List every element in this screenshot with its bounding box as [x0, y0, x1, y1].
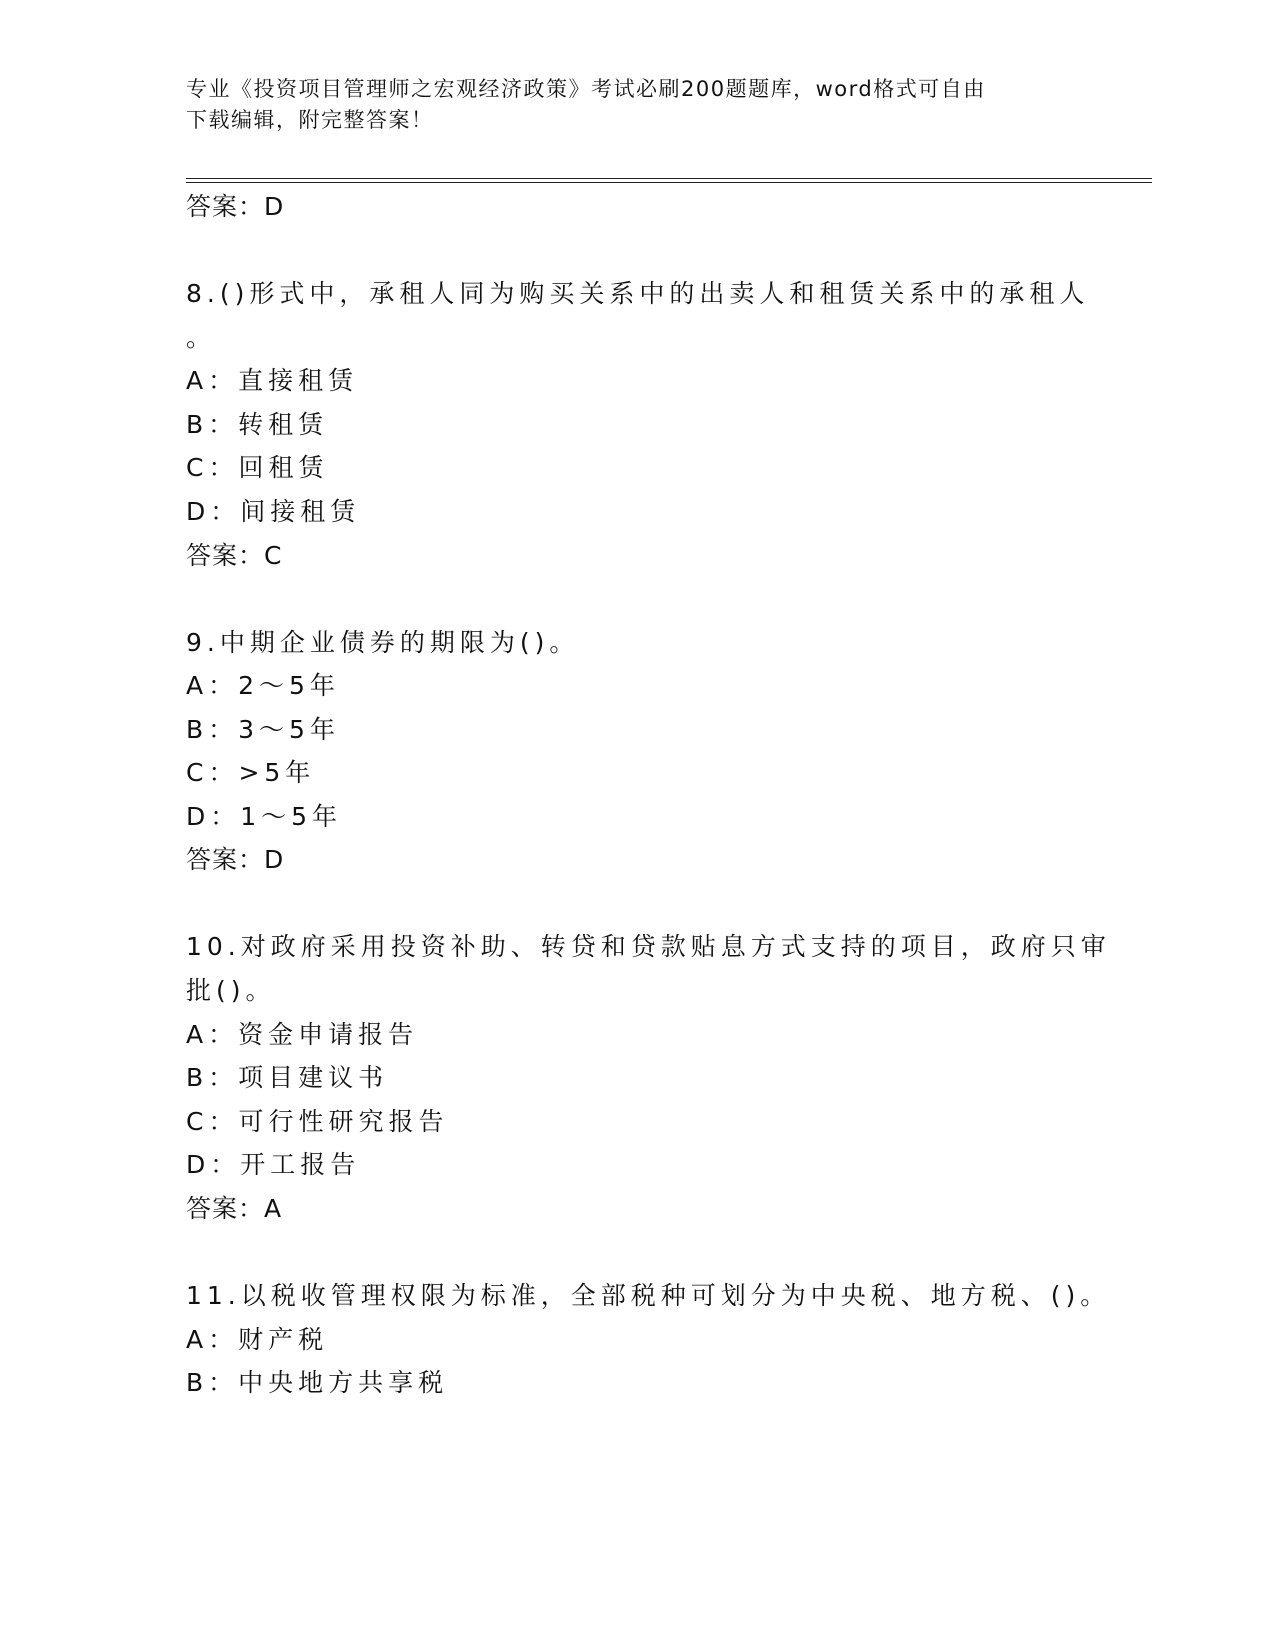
- previous-question-answer: 答案：D: [186, 192, 285, 221]
- q9-option-c: C：>5年: [186, 758, 316, 787]
- q10-option-d: D：开工报告: [186, 1150, 361, 1179]
- q8-stem-line-2: 。: [186, 323, 217, 352]
- document-header: [186, 74, 1066, 136]
- q10-answer: 答案：A: [186, 1194, 283, 1223]
- q9-option-a: A：2～5年: [186, 671, 340, 700]
- q11-option-b: B：中央地方共享税: [186, 1368, 449, 1397]
- q8-answer: 答案：C: [186, 541, 283, 570]
- header-divider-bottom: [186, 182, 1152, 183]
- q10-option-a: A：资金申请报告: [186, 1020, 419, 1049]
- q8-option-c: C：回租赁: [186, 453, 329, 482]
- q10-stem-line-2: 批()。: [186, 976, 276, 1005]
- q9-option-b: B：3～5年: [186, 715, 340, 744]
- q11-stem-line-1: 11.以税收管理权限为标准，全部税种可划分为中央税、地方税、()。: [186, 1281, 1111, 1310]
- q10-stem-line-1: 10.对政府采用投资补助、转贷和贷款贴息方式支持的项目，政府只审: [186, 932, 1111, 961]
- q8-option-a: A：直接租赁: [186, 366, 359, 395]
- header-title-line-2: 下载编辑，附完整答案！: [186, 108, 434, 132]
- q9-answer: 答案：D: [186, 845, 285, 874]
- q8-stem-line-1: 8.()形式中，承租人同为购买关系中的出卖人和租赁关系中的承租人: [186, 279, 1090, 308]
- header-title-line-1: 专业《投资项目管理师之宏观经济政策》考试必刷200题题库，word格式可自由: [186, 77, 986, 101]
- header-divider-top: [186, 178, 1152, 179]
- q9-option-d: D：1～5年: [186, 802, 343, 831]
- q10-option-b: B：项目建议书: [186, 1063, 389, 1092]
- q11-option-a: A：财产税: [186, 1325, 329, 1354]
- q10-option-c: C：可行性研究报告: [186, 1107, 449, 1136]
- q9-stem-line-1: 9.中期企业债券的期限为()。: [186, 628, 580, 657]
- q8-option-d: D：间接租赁: [186, 497, 361, 526]
- q8-option-b: B：转租赁: [186, 410, 329, 439]
